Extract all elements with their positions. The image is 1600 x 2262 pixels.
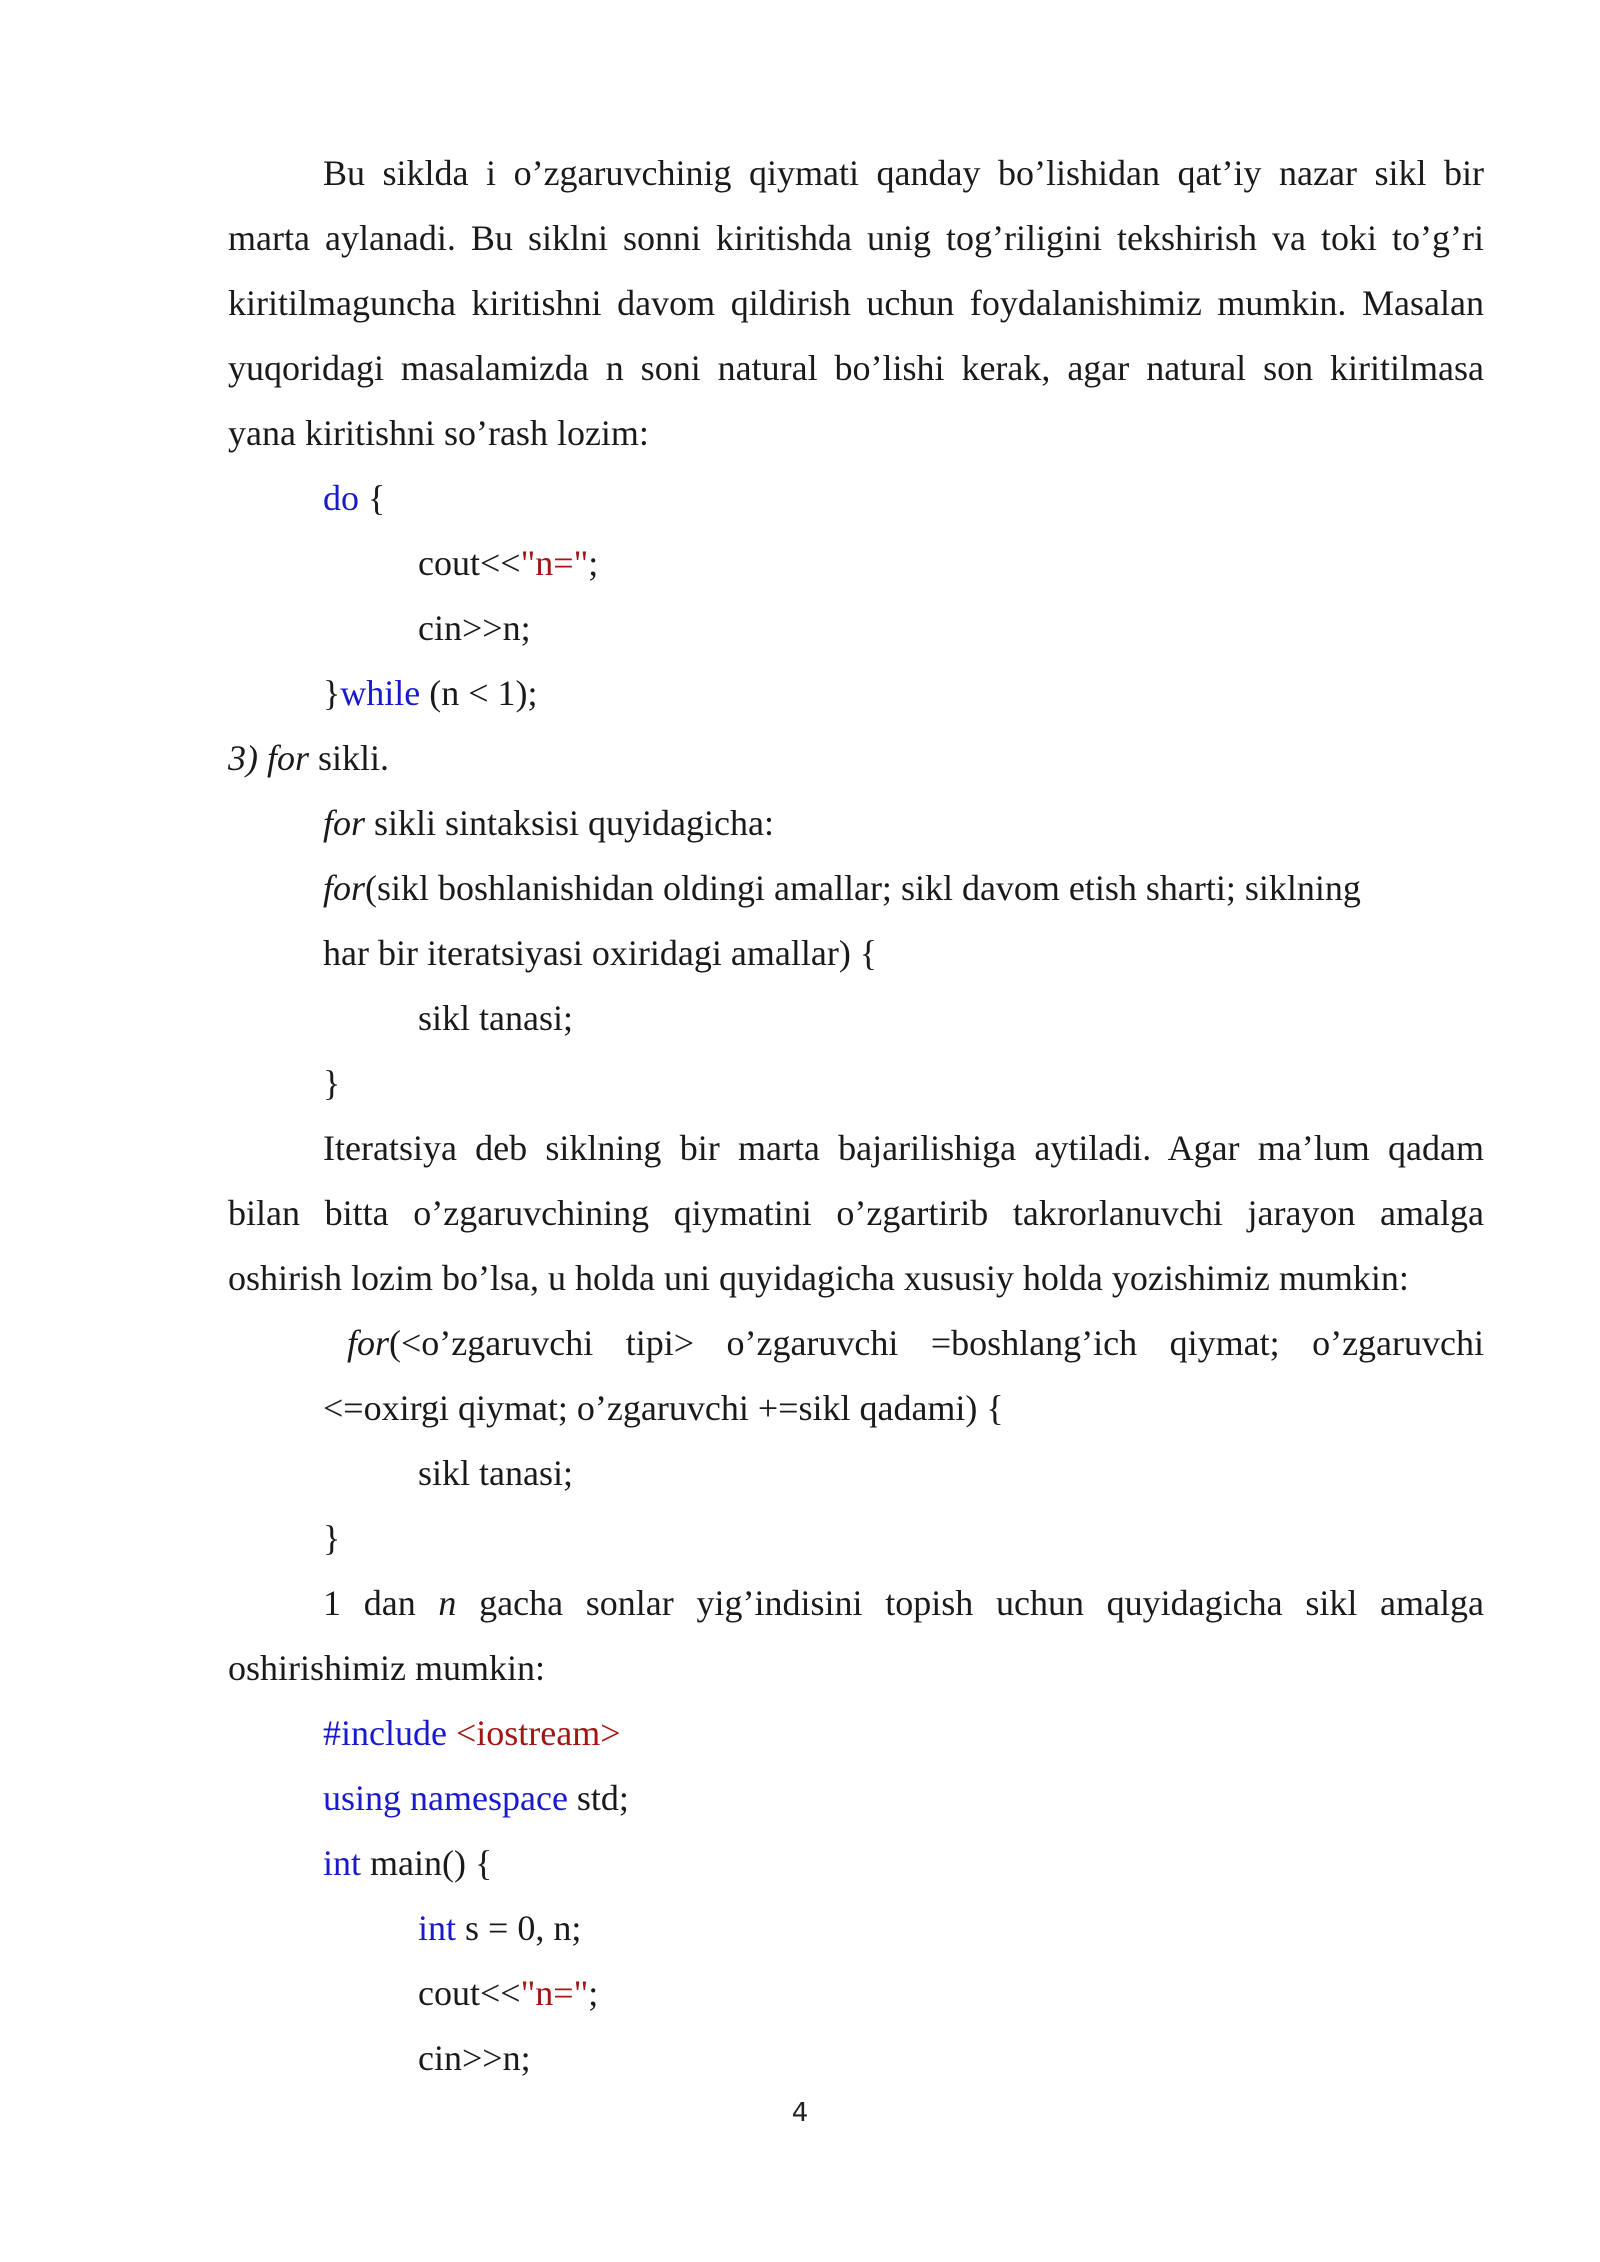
code-do-rest: { (359, 478, 386, 518)
code-cout-line-2 (418, 1971, 598, 2015)
for-syntax-intro-rest: sikli sintaksisi quyidagicha: (365, 803, 774, 843)
for-special-body: sikl tanasi; (418, 1453, 573, 1493)
for-syntax-line-1 (323, 866, 1361, 910)
paragraph-1-line-4: yuqoridagi masalamizda n soni natural bo’lishi kerak, agar natural son kiritilmasa (228, 348, 1484, 388)
keyword-int: int (323, 1843, 362, 1883)
for-special-line-2: <=oxirgi qiymat; o’zgaruvchi +=sikl qadami) { (323, 1388, 1004, 1428)
paragraph-2-line-2: bilan bitta o’zgaruvchining qiymatini o’zgartirib takrorlanuvchi jarayon amalga (228, 1193, 1484, 1233)
code-using-rest: std; (567, 1778, 629, 1818)
section-heading-rest: sikli. (309, 738, 390, 778)
paragraph-3-line-1 (323, 1581, 1484, 1625)
code-cout-line (418, 541, 598, 585)
for-special-close: } (323, 1518, 341, 1558)
paragraph-1-line-5: yana kiritishni so’rash lozim: (228, 413, 649, 453)
keyword-using-namespace: using namespace (323, 1778, 568, 1818)
for-word: for (347, 1323, 390, 1363)
for-special-line-1 (347, 1321, 1484, 1365)
paragraph-2-line-3: oshirish lozim bo’lsa, u holda uni quyidagicha xususiy holda yozishimiz mumkin: (228, 1258, 1409, 1298)
paragraph-1-line-2: marta aylanadi. Bu siklni sonni kiritishda unig tog’riligini tekshirish va toki to’g’ri (228, 218, 1484, 258)
code-decl-line (418, 1906, 581, 1950)
code-cin-line-2: cin>>n; (418, 2038, 531, 2078)
code-decl-rest: s = 0, n; (456, 1908, 582, 1948)
code-main-line (323, 1841, 492, 1885)
keyword-int: int (418, 1908, 457, 1948)
for-syntax-line-2: har bir iteratsiyasi oxiridagi amallar) { (323, 933, 878, 973)
paragraph-1-line-1: Bu siklda i o’zgaruvchinig qiymati qanday bo’lishidan qat’iy nazar sikl bir (323, 153, 1484, 193)
code-close-brace: } (323, 673, 341, 713)
code-while-rest: (n < 1); (420, 673, 538, 713)
paragraph-3-text-b: gacha sonlar yig’indisini topish uchun quyidagicha sikl amalga (456, 1583, 1484, 1623)
section-number: 3) (228, 738, 267, 778)
code-do-line (323, 476, 385, 520)
keyword-while: while (340, 673, 421, 713)
paragraph-3-n: n (438, 1583, 457, 1623)
for-syntax-close: } (323, 1063, 341, 1103)
paragraph-2-line-1: Iteratsiya deb siklning bir marta bajarilishiga aytiladi. Agar ma’lum qadam (323, 1128, 1484, 1168)
include-header: <iostream> (446, 1713, 621, 1753)
for-syntax-line-1-rest: (sikl boshlanishidan oldingi amallar; sikl davom etish sharti; siklning (365, 868, 1361, 908)
code-cout-pre: cout<< (418, 543, 521, 583)
for-word: for (323, 868, 366, 908)
code-using-line (323, 1776, 629, 1820)
paragraph-3-text-a: 1 dan (323, 1583, 439, 1623)
for-word: for (323, 803, 366, 843)
code-main-rest: main() { (361, 1843, 493, 1883)
for-syntax-intro (323, 801, 774, 845)
code-cin-line: cin>>n; (418, 608, 531, 648)
code-cout-post: ; (588, 543, 599, 583)
code-while-line (323, 671, 538, 715)
paragraph-1-line-3: kiritilmaguncha kiritishni davom qildirish uchun foydalanishimiz mumkin. Masalan (228, 283, 1484, 323)
for-special-line-1-rest: (<o’zgaruvchi tipi> o’zgaruvchi =boshlang’ich qiymat; o’zgaruvchi (389, 1323, 1484, 1363)
code-cout-pre: cout<< (418, 1973, 521, 2013)
code-cout-post: ; (588, 1973, 599, 2013)
paragraph-3-line-2: oshirishimiz mumkin: (228, 1648, 546, 1688)
code-include-line (323, 1711, 621, 1755)
keyword-do: do (323, 478, 359, 518)
code-cout-string: "n=" (520, 1973, 589, 2013)
section-for-word: for (267, 738, 310, 778)
page-number: 4 (791, 2098, 809, 2128)
keyword-include: #include (323, 1713, 447, 1753)
code-cout-string: "n=" (520, 543, 589, 583)
for-syntax-body: sikl tanasi; (418, 998, 573, 1038)
section-3-heading (228, 736, 389, 780)
